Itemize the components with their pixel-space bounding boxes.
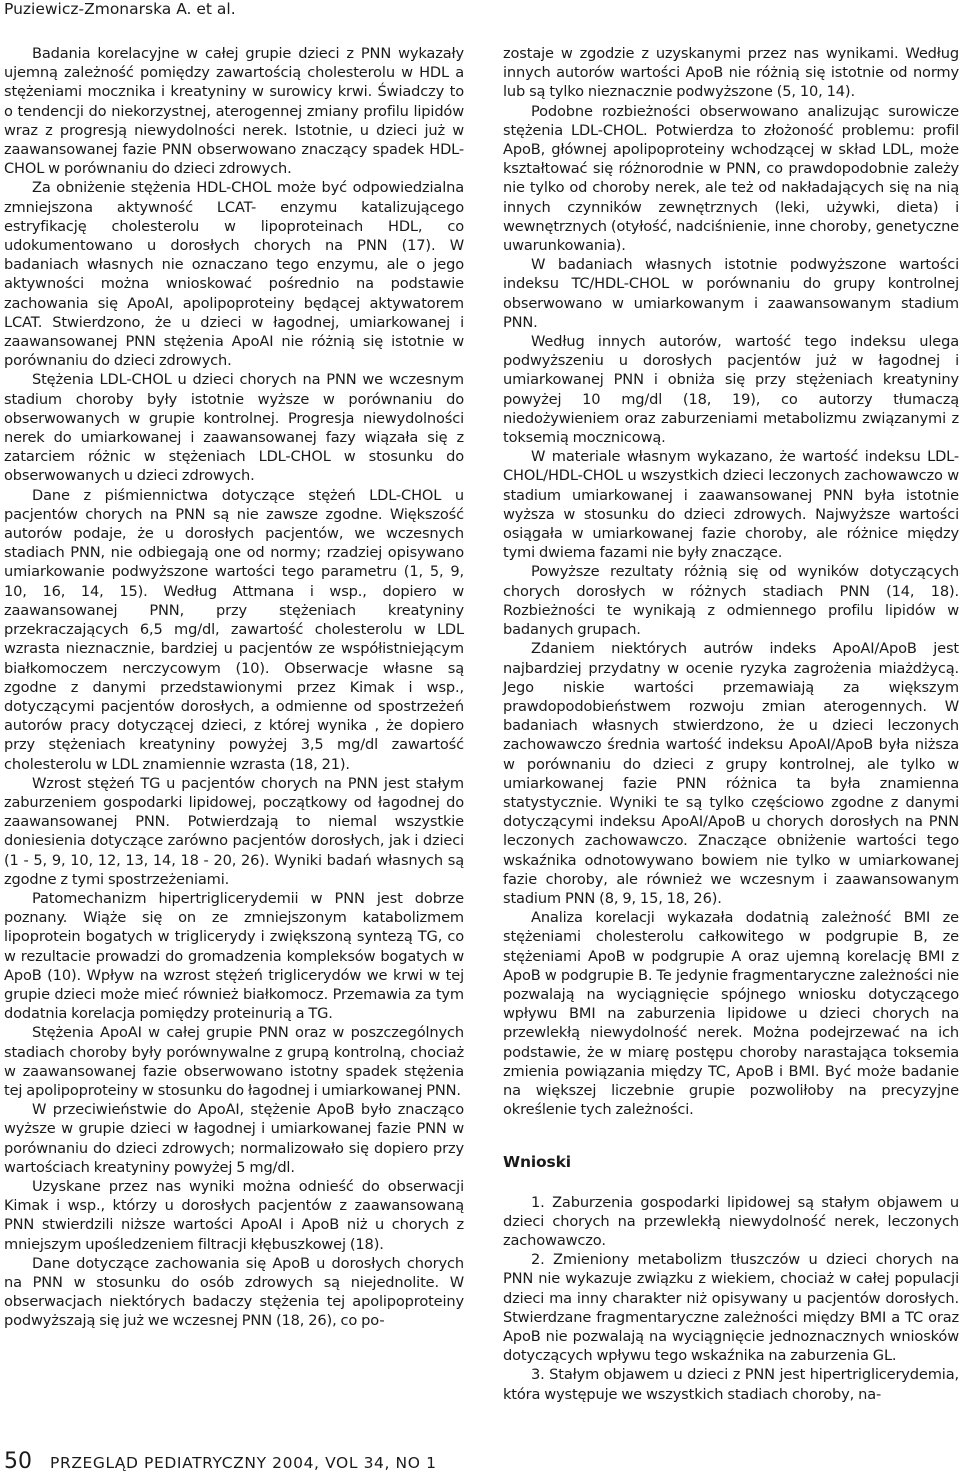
paragraph-continuation: zostaje w zgodzie z uzyskanymi przez nas wynikami. Według innych autorów wartości ApoB nie różnią się istotnie od normy lub są tylko nieznacznie podwyższone (5, 10, 14). [503,45,959,101]
conclusion-item: 1. Zaburzenia gospodarki lipidowej są stałym objawem u dzieci chorych na przewlekłą niewydolność nerek, leczonych zachowawczo. [503,1193,959,1249]
conclusion-item: 2. Zmieniony metabolizm tłuszczów u dzieci chorych na PNN nie wykazuje związku z wiekiem, chociaż w całej populacji dzieci ma inny charakter niż opisywany u pacjentów dorosłych. Stwierdzane fragmentaryczne zależności między BMI a TC oraz ApoB nie pozwalają na wyciągnięcie jednoznacznych wniosków dotyczących wpływu tego wskaźnika na zaburzenia GL. [503,1251,959,1365]
journal-citation: PRZEGLĄD PEDIATRYCZNY 2004, VOL 34, NO 1 [50,1454,437,1472]
paragraph: Powyższe rezultaty różnią się od wyników dotyczących chorych dorosłych w różnych stadiach PNN (14, 18). Rozbieżności te wynikają z odmiennego profilu lipidów w badanych grupach. [503,563,959,639]
paragraph: Stężenia LDL-CHOL u dzieci chorych na PNN we wczesnym stadium choroby były istotnie wyższe w porównaniu do obserwowanych w grupie kontrolnej. Progresja niewydolności nerek do umiarkowanej i zaawansowanej fazy wiązała się z zatarciem różnic w stężeniach LDL-CHOL w stosunku do obserwowanych u dzieci zdrowych. [4,371,464,485]
right-column [503,44,959,1404]
paragraph: Patomechanizm hipertriglicerydemii w PNN jest dobrze poznany. Wiąże się on ze zmniejszonym katabolizmem lipoprotein bogatych w triglicerydy i zwiększoną syntezą TG, co w rezultacie prowadzi do gromadzenia kompleksów bogatych w ApoB (10). Wpływ na wzrost stężeń triglicerydów we krwi w tej grupie dzieci może mieć również białkomocz. Przemawia za tym dodatnia korelacja pomiędzy proteinurią a TG. [4,889,464,1023]
paragraph: Stężenia ApoAI w całej grupie PNN oraz w poszczególnych stadiach choroby były porównywalne z grupą kontrolną, chociaż w zaawansowanej fazie obserwowano istotny spadek stężenia tej apolipoproteiny w stosunku do łagodnej i umiarkowanej PNN. [4,1024,464,1099]
page-footer [4,1450,437,1474]
paragraph: Wzrost stężeń TG u pacjentów chorych na PNN jest stałym zaburzeniem gospodarki lipidowej, początkowy od łagodnej do zaawansowanej PNN. Potwierdzają to niemal wszystkie doniesienia dotyczące zarówno pacjentów dorosłych, jak i dzieci (1 - 5, 9, 10, 12, 13, 14, 18 - 20, 26). Wyniki badań własnych są zgodne z tymi spostrzeżeniami. [4,774,464,888]
left-column [4,44,464,1331]
paragraph: W badaniach własnych istotnie podwyższone wartości indeksu TC/HDL-CHOL w porównaniu do grupy kontrolnej obserwowano w umiarkowanym i zaawansowanym stadium PNN. [503,256,959,331]
running-head: Puziewicz-Zmonarska A. et al. [4,0,236,18]
paragraph: Podobne rozbieżności obserwowano analizując surowicze stężenia LDL-CHOL. Potwierdza to złożoność problemu: profil ApoB, głównej apolipoproteiny wchodzącej w skład LDL, może kształtować się różnorodnie w PNN, co prawdopodobnie zależy nie tylko od choroby nerek, ale też od nakładających się na nią innych czynników zewnętrznych (leki, używki, dieta) i wewnętrznych (otyłość, nadciśnienie, inne choroby, genetyczne uwarunkowania). [503,102,959,255]
paragraph: W przeciwieństwie do ApoAI, stężenie ApoB było znacząco wyższe w grupie dzieci w łagodnej i umiarkowanej fazie PNN w porównaniu do dzieci zdrowych; normalizowało się dopiero przy wartościach kreatyniny powyżej 5 mg/dl. [4,1101,464,1176]
paragraph: Dane z piśmiennictwa dotyczące stężeń LDL-CHOL u pacjentów chorych na PNN są nie zawsze zgodne. Większość autorów podaje, że u dorosłych pacjentów, we wczesnych stadiach PNN, nie odbiegają one od normy; rzadziej opisywano umiarkowanie podwyższone wartości tego parametru (1, 5, 9, 10, 16, 14, 15). Według Attmana i wsp., dopiero w zaawansowanej PNN, przy stężeniach kreatyniny przekraczających 6,5 mg/dl, zawartość cholesterolu w LDL wzrasta nieznacznie, bardziej u pacjentów ze współistniejącym białkomoczem nerczycowym (10). Obserwacje własne są zgodne z danymi przedstawionymi przez Kimak i wsp., dotyczącymi pacjentów dorosłych, a odmienne od spostrzeżeń autorów pracy dotyczącej dzieci, z której wynika , że dopiero przy stężeniach kreatyniny powyżej 3,5 mg/dl zawartość cholesterolu w LDL znamiennie wzrasta (18, 21). [4,486,464,773]
paragraph: Według innych autorów, wartość tego indeksu ulega podwyższeniu u dorosłych pacjentów już w łagodnej i umiarkowanej PNN i obniża się przy stężeniach kreatyniny powyżej 10 mg/dl (18, 19), co autorzy tłumaczą niedożywieniem oraz zaburzeniami metabolizmu związanymi z toksemią mocznicową. [503,333,959,447]
paragraph: Badania korelacyjne w całej grupie dzieci z PNN wykazały ujemną zależność pomiędzy zawartością cholesterolu w HDL a stężeniami mocznika i kreatyniny w surowicy krwi. Świadczy to o tendencji do niekorzystnej, aterogennej zmiany profilu lipidów wraz z progresją niewydolności nerek. Istotnie, u dzieci już w zaawansowanej fazie PNN obserwowano znaczący spadek HDL-CHOL w porównaniu do dzieci zdrowych. [4,45,464,178]
paragraph: Za obniżenie stężenia HDL-CHOL może być odpowiedzialna zmniejszona aktywność LCAT- enzymu katalizującego estryfikację cholesterolu w lipoproteinach HDL, co udokumentowano u dorosłych chorych na PNN (17). W badaniach własnych nie oznaczano tego enzymu, ale o jego aktywności można wnioskować pośrednio na podstawie zachowania się ApoAI, apolipoproteiny będącej aktywatorem LCAT. Stwierdzono, że u dzieci w łagodnej, umiarkowanej i zaawansowanej PNN stężenia ApoAI nie różnią się istotnie w porównaniu do dzieci zdrowych. [4,179,464,370]
paragraph: Zdaniem niektórych autrów indeks ApoAI/ApoB jest najbardziej przydatny w ocenie ryzyka zagrożenia miażdżycą. Jego niskie wartości przemawiają za większym prawdopodobieństwem rozwoju zmian aterogennych. W badaniach własnych stwierdzono, że u dzieci leczonych zachowawczo średnia wartość indeksu ApoAI/ApoB była niższa w porównaniu do dzieci z grupy kontrolnej, ale tylko w umiarkowanej fazie PNN różnica ta była znamienna statystycznie. Wyniki te są tylko częściowo zgodne z danymi dotyczącymi indeksu ApoAI/ApoB u chorych dorosłych na PNN leczonych zachowawczo. Znaczące obniżenie wartości tego wskaźnika odnotowywano bowiem nie tylko w umiarkowanej fazie choroby, ale również we wczesnym i zaawansowanym stadium PNN (8, 9, 15, 18, 26). [503,640,959,907]
page-number: 50 [4,1449,32,1474]
conclusion-item: 3. Stałym objawem u dzieci z PNN jest hipertriglicerydemia, która występuje we wszystkich stadiach choroby, na- [503,1366,959,1403]
section-heading-wnioski: Wnioski [503,1153,571,1172]
paragraph: Dane dotyczące zachowania się ApoB u dorosłych chorych na PNN w stosunku do osób zdrowych są niejednolite. W obserwacjach niektórych badaczy stężenia tej apolipoproteiny podwyższają się już we wczesnej PNN (18, 26), co po- [4,1254,464,1330]
paragraph: W materiale własnym wykazano, że wartość indeksu LDL-CHOL/HDL-CHOL u wszystkich dzieci leczonych zachowawczo w stadium umiarkowanej i zaawansowanej PNN była istotnie wyższa w stosunku do dzieci zdrowych. Najwyższe wartości osiągała w umiarkowanej fazie choroby, ale różnice między tymi dwiema fazami nie były znaczące. [503,448,959,562]
footer-rule [0,1446,140,1447]
paragraph: Uzyskane przez nas wyniki można odnieść do obserwacji Kimak i wsp., którzy u dorosłych pacjentów z zaawansowaną PNN stwierdzili niższe wartości ApoAI i ApoB niż u chorych z mniejszym upośledzeniem filtracji kłębuszkowej (18). [4,1177,464,1253]
paragraph: Analiza korelacji wykazała dodatnią zależność BMI ze stężeniami cholesterolu całkowitego w podgrupie B, ze stężeniami ApoB w podgrupie A oraz ujemną korelację BMI z ApoB w podgrupie B. Te jedynie fragmentaryczne zależności nie pozwalają na wyciągnięcie spójnego wniosku dotyczącego wpływu BMI na zaburzenia lipidowe u dzieci chorych na przewlekłą niewydolność nerek. Można podejrzewać na ich podstawie, że w miarę postępu choroby narastająca toksemia zmienia powiązania między TC, ApoB i BMI. Być może badanie na większej liczebnie grupie pozwoliłoby na precyzyjne określenie tych zależności. [503,909,959,1119]
